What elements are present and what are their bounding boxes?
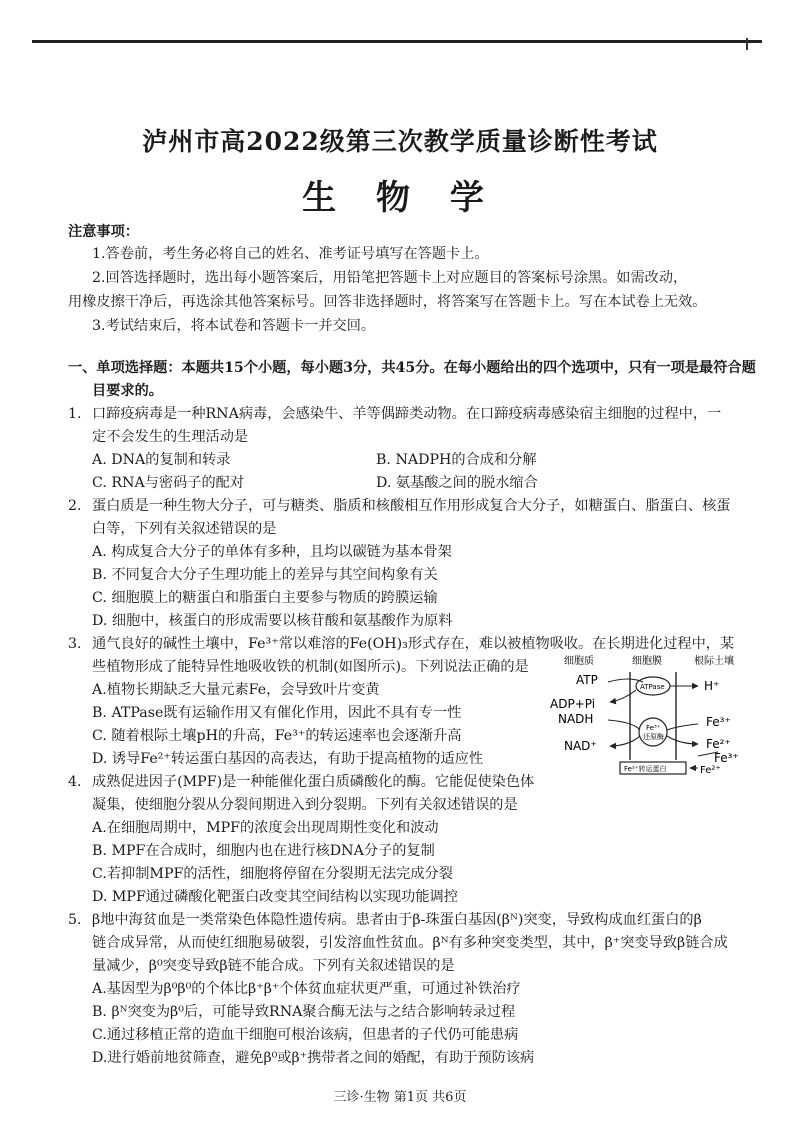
- notice-item: 1.答卷前，考生务必将自己的姓名、准考证号填写在答题卡上。: [92, 246, 489, 262]
- option: A.基因型为β⁰β⁰的个体比β⁺β⁺个体贫血症状更严重，可通过补铁治疗: [92, 981, 521, 997]
- option: D. 诱导Fe²⁺转运蛋白基因的高表达，有助于提高植物的适应性: [92, 751, 484, 767]
- proton-label: H⁺: [704, 679, 720, 693]
- option: A. 构成复合大分子的单体有多种，且均以碳链为基本骨架: [92, 544, 452, 560]
- section-heading-cont: 目要求的。: [92, 383, 163, 399]
- option: D. MPF通过磷酸化靶蛋白改变其空间结构以实现功能调控: [92, 889, 458, 905]
- cytoplasm-label: 细胞质: [564, 656, 594, 667]
- option: D. 细胞中，核蛋白的形成需要以核苷酸和氨基酸作为原料: [92, 613, 453, 629]
- corner-mark: [746, 38, 748, 50]
- option: C.若抑制MPF的活性，细胞将停留在分裂期无法完成分裂: [92, 866, 453, 882]
- soil-label: 根际土壤: [694, 656, 734, 667]
- option: C.通过移植正常的造血干细胞可根治该病，但患者的子代仍可能患病: [92, 1027, 519, 1043]
- option: D. 氨基酸之间的脱水缩合: [376, 475, 538, 491]
- question-number: 2.: [68, 498, 82, 514]
- fe3-lower-label: Fe³⁺: [714, 751, 739, 765]
- exam-title: 泸州市高2022级第三次教学质量诊断性考试: [142, 127, 658, 156]
- notice-item: 3.考试结束后，将本试卷和答题卡一并交回。: [92, 318, 376, 334]
- question-stem: 蛋白质是一种生物大分子，可与糖类、脂质和核酸相互作用形成复合大分子，如糖蛋白、脂蛋白、核蛋: [92, 498, 731, 514]
- option: C. 细胞膜上的糖蛋白和脂蛋白主要参与物质的跨膜运输: [92, 590, 438, 606]
- atpase-label: ATPase: [640, 683, 665, 691]
- fe2-bottom-label: Fe²⁺: [700, 765, 721, 776]
- section-heading: 一、单项选择题：本题共15个小题，每小题3分，共45分。在每小题给出的四个选项中，只有一项是最符合题: [68, 360, 756, 376]
- question-number: 1.: [68, 406, 82, 422]
- atp-label: ATP: [576, 673, 598, 687]
- nad-arrow: [610, 736, 640, 746]
- question-stem: 量减少，β⁰突变导致β链不能合成。下列有关叙述错误的是: [92, 958, 455, 974]
- nadh-label: NADH: [558, 712, 594, 726]
- adp-arrow: [610, 690, 636, 702]
- fe2-out-arrow: [667, 736, 698, 744]
- fe3-upper-label: Fe³⁺: [706, 715, 731, 729]
- question-number: 4.: [68, 774, 82, 790]
- adp-label: ADP+Pi: [550, 697, 596, 711]
- option: D.进行婚前地贫筛查，避免β⁰或β⁺携带者之间的婚配，有助于预防该病: [92, 1050, 535, 1066]
- option: A.植物长期缺乏大量元素Fe，会导致叶片变黄: [92, 682, 380, 698]
- option: C. RNA与密码子的配对: [92, 475, 245, 491]
- reductase-label-top: Fe³⁺: [646, 724, 661, 732]
- membrane-label: 细胞膜: [632, 656, 662, 667]
- option: A.在细胞周期中，MPF的浓度会出现周期性变化和波动: [92, 820, 439, 836]
- option: B. 不同复合大分子生理功能上的差异与其空间构象有关: [92, 567, 438, 583]
- page-footer: 三诊·生物 第1页 共6页: [333, 1090, 467, 1105]
- fe2-mid-label: Fe²⁺: [706, 737, 731, 751]
- option: B. βᴺ突变为β⁰后，可能导致RNA聚合酶无法与之结合影响转录过程: [92, 1004, 516, 1020]
- option: B. NADPH的合成和分解: [376, 452, 537, 468]
- question-stem: 链合成异常，从而使红细胞易破裂，引发溶血性贫血。βᴺ有多种突变类型，其中，β⁺突变导致β链合成: [92, 935, 728, 951]
- iron-uptake-diagram: [548, 652, 770, 778]
- reductase-shape: [639, 718, 667, 746]
- question-number: 3.: [68, 636, 82, 652]
- question-stem: 口蹄疫病毒是一种RNA病毒，会感染牛、羊等偶蹄类动物。在口蹄疫病毒感染宿主细胞的过程中，一: [92, 406, 722, 422]
- transporter-label: Fe²⁺转运蛋白: [624, 765, 667, 773]
- nad-label: NAD⁺: [564, 739, 597, 753]
- fe3-in-arrow: [667, 724, 698, 730]
- notice-item: 2.回答选择题时，选出每小题答案后，用铅笔把答题卡上对应题目的答案标号涂黑。如需改动，: [92, 270, 688, 286]
- top-rule: [32, 40, 762, 43]
- subject-title: 生 物 学: [302, 178, 498, 218]
- option: C. 随着根际土壤pH的升高，Fe³⁺的转运速率也会逐渐升高: [92, 728, 462, 744]
- reductase-label-bottom: 还原酶: [643, 733, 664, 741]
- question-stem: 成熟促进因子(MPF)是一种能催化蛋白质磷酸化的酶。它能促使染色体: [92, 774, 535, 790]
- option: A. DNA的复制和转录: [92, 452, 231, 468]
- iron-uptake-svg: [548, 652, 770, 778]
- question-stem: 凝集，使细胞分裂从分裂间期进入到分裂期。下列有关叙述错误的是: [92, 797, 518, 813]
- notice-heading: 注意事项：: [68, 224, 139, 240]
- question-stem: β地中海贫血是一类常染色体隐性遗传病。患者由于β-珠蛋白基因(βᴺ)突变，导致构成血红蛋白的β: [92, 912, 702, 928]
- question-stem: 通气良好的碱性土壤中，Fe³⁺常以难溶的Fe(OH)₃形式存在，难以被植物吸收。在长期进化过程中，某: [92, 636, 735, 652]
- question-stem: 白等，下列有关叙述错误的是: [92, 521, 277, 537]
- question-stem: 些植物形成了能特异性地吸收铁的机制(如图所示)。下列说法正确的是: [92, 659, 529, 675]
- question-number: 5.: [68, 912, 82, 928]
- notice-item: 用橡皮擦干净后，再选涂其他答案标号。回答非选择题时，将答案写在答题卡上。写在本试卷上无效。: [68, 294, 707, 310]
- question-stem: 定不会发生的生理活动是: [92, 429, 249, 445]
- option: B. ATPase既有运输作用又有催化作用，因此不具有专一性: [92, 705, 462, 721]
- option: B. MPF在合成时，细胞内也在进行核DNA分子的复制: [92, 843, 435, 859]
- nadh-arrow: [608, 720, 640, 730]
